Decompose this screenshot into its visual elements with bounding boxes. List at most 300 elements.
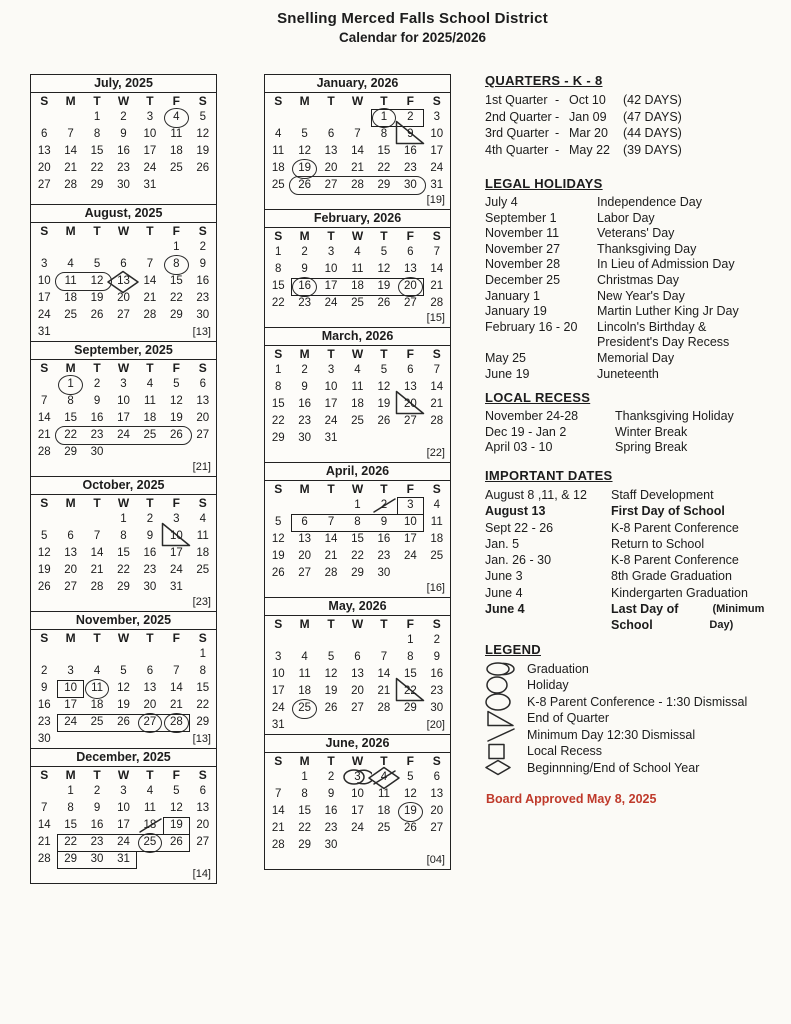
holiday-row: [485, 226, 781, 242]
week-row: [265, 769, 450, 786]
day-cell: [163, 290, 189, 307]
day-cell: [291, 278, 317, 295]
day-cell: [190, 160, 216, 177]
day-number: 1: [93, 111, 101, 123]
week-row: [265, 683, 450, 700]
day-number: 1: [380, 111, 388, 123]
day-number: 9: [407, 128, 414, 140]
empty-cell: [110, 646, 136, 663]
day-cell: [397, 497, 423, 514]
week-row: [31, 579, 216, 596]
day-number: 19: [324, 685, 338, 697]
week-row: [265, 632, 450, 649]
important-date: Jan. 26 - 30: [485, 553, 552, 568]
important-dates-list: [485, 487, 781, 634]
day-number: 19: [377, 280, 391, 292]
day-number: 8: [67, 395, 74, 407]
day-number: 1: [173, 241, 180, 253]
week-row: [31, 393, 216, 410]
day-cell: [110, 851, 136, 868]
day-number: 21: [37, 836, 51, 848]
day-cell: [424, 143, 450, 160]
day-number: 29: [403, 702, 417, 714]
day-number: 21: [377, 685, 391, 697]
legend-label: K-8 Parent Conference - 1:30 Dismissal: [527, 694, 748, 709]
day-cell: [265, 244, 291, 261]
day-cell: [84, 545, 110, 562]
day-cell: [190, 239, 216, 256]
holiday-date: May 25: [485, 350, 526, 365]
day-number: 20: [351, 685, 364, 697]
day-cell: [31, 444, 57, 461]
day-number: 25: [143, 429, 157, 441]
day-cell: [265, 430, 291, 447]
day-number: 6: [354, 651, 361, 663]
day-cell: [371, 126, 397, 143]
weekday-header-row: [31, 630, 216, 646]
day-number: 24: [351, 822, 364, 834]
recess-name: Winter Break: [615, 424, 688, 439]
local-recess-heading: LOCAL RECESS: [485, 390, 591, 406]
day-number: 23: [403, 162, 417, 174]
month-calendar-june-2026: [265, 734, 450, 869]
day-number: 26: [377, 297, 391, 309]
day-cell: [190, 307, 216, 324]
month-calendar-october-2025: [31, 476, 216, 611]
day-number: 30: [403, 179, 417, 191]
weekday-label: S: [198, 496, 207, 510]
day-number: 1: [407, 634, 414, 646]
empty-cell: [371, 632, 397, 649]
day-cell: [344, 497, 370, 514]
day-number: 17: [143, 145, 157, 157]
day-cell: [265, 649, 291, 666]
day-cell: [163, 817, 189, 834]
day-cell: [163, 511, 189, 528]
weekday-label: S: [274, 754, 283, 768]
important-date-row: [485, 520, 781, 536]
empty-cell: [424, 837, 450, 854]
month-title: October, 2025: [31, 477, 216, 495]
empty-cell: [424, 565, 450, 582]
day-number: 18: [143, 819, 157, 831]
day-number: 9: [93, 395, 101, 407]
day-cell: [84, 256, 110, 273]
month-calendar-july-2025: [31, 75, 216, 204]
day-cell: [57, 834, 83, 851]
day-cell: [84, 680, 110, 697]
day-cell: [291, 244, 317, 261]
day-number: 15: [64, 819, 78, 831]
holiday-row: [485, 335, 781, 351]
week-row: [31, 697, 216, 714]
day-cell: [371, 565, 397, 582]
empty-cell: [190, 579, 216, 596]
day-cell: [318, 820, 344, 837]
weekday-label: T: [327, 482, 335, 496]
weekday-label: T: [380, 754, 388, 768]
day-number: 5: [380, 246, 388, 258]
day-count: [16]: [426, 582, 445, 594]
day-cell: [344, 413, 370, 430]
day-cell: [137, 109, 163, 126]
day-number: 7: [275, 788, 282, 800]
day-number: 8: [173, 258, 180, 270]
weekday-label: S: [40, 496, 49, 510]
day-number: 18: [271, 162, 285, 174]
day-number: 27: [324, 179, 338, 191]
day-cell: [318, 531, 344, 548]
day-cell: [371, 261, 397, 278]
week-row: [265, 379, 450, 396]
day-number: 25: [196, 564, 210, 576]
week-row: [31, 160, 216, 177]
day-cell: [163, 256, 189, 273]
quarter-day-count: (39 DAYS): [623, 142, 682, 157]
day-number: 16: [298, 398, 312, 410]
day-cell: [291, 362, 317, 379]
day-cell: [318, 649, 344, 666]
holiday-row: [485, 242, 781, 258]
week-row: [31, 562, 216, 579]
recess-row: [485, 425, 781, 441]
day-number: 25: [271, 179, 285, 191]
quarter-dash: -: [555, 93, 560, 107]
holiday-row: [485, 304, 781, 320]
day-cell: [371, 396, 397, 413]
calendar-column-right: [264, 74, 451, 870]
day-number: 27: [403, 415, 417, 427]
quarter-name: 2nd Quarter: [485, 109, 552, 124]
day-cell: [265, 160, 291, 177]
day-number: 7: [41, 395, 48, 407]
day-number: 15: [351, 533, 364, 545]
day-cell: [265, 548, 291, 565]
holiday-date: June 19: [485, 366, 530, 381]
day-number: 3: [327, 364, 335, 376]
day-cell: [84, 444, 110, 461]
day-number: 16: [196, 275, 210, 287]
day-number: 13: [403, 263, 417, 275]
empty-cell: [137, 731, 163, 748]
month-title: March, 2026: [265, 328, 450, 346]
end-of-quarter-legend-icon: [485, 710, 527, 727]
holiday-name: Lincoln's Birthday &: [597, 319, 707, 334]
day-number: 16: [430, 668, 444, 680]
empty-cell: [84, 511, 110, 528]
day-number: 29: [271, 432, 285, 444]
day-number: 9: [41, 682, 48, 694]
day-number: 28: [64, 179, 78, 191]
day-cell: [190, 126, 216, 143]
weekday-header-row: [265, 346, 450, 362]
day-number: 14: [351, 145, 364, 157]
day-cell: [265, 786, 291, 803]
day-number: 24: [117, 429, 130, 441]
day-number: 26: [196, 162, 210, 174]
day-number: 22: [90, 162, 104, 174]
day-cell: [110, 800, 136, 817]
week-row: [31, 714, 216, 731]
holiday-date: February 16 - 20: [485, 319, 578, 334]
day-cell: [344, 244, 370, 261]
weekday-label: T: [93, 768, 101, 782]
month-title: February, 2026: [265, 210, 450, 228]
important-event: First Day of School: [611, 504, 725, 519]
day-number: 7: [327, 516, 335, 528]
day-number: 18: [298, 685, 312, 697]
important-event: Kindergarten Graduation: [611, 585, 748, 600]
weekday-label: W: [117, 496, 130, 510]
day-number: 7: [433, 246, 440, 258]
day-cell: [424, 514, 450, 531]
day-number: 18: [430, 533, 444, 545]
day-number: 27: [196, 429, 210, 441]
day-number: 15: [377, 145, 391, 157]
empty-cell: [265, 497, 291, 514]
weekday-label: S: [40, 361, 49, 375]
empty-cell: [291, 717, 317, 734]
day-cell: [57, 307, 83, 324]
day-cell: [190, 273, 216, 290]
day-cell: [137, 427, 163, 444]
holiday-legend-icon: [485, 676, 527, 694]
day-number: 20: [143, 699, 157, 711]
day-number: 4: [93, 665, 101, 677]
day-cell: [137, 273, 163, 290]
day-number: 10: [403, 516, 417, 528]
day-cell: [31, 562, 57, 579]
empty-cell: [31, 783, 57, 800]
day-cell: [344, 514, 370, 531]
day-number: 30: [377, 567, 391, 579]
weekday-label: F: [406, 754, 415, 768]
day-number: 14: [430, 263, 444, 275]
day-count-row: [31, 596, 216, 611]
day-number: 23: [196, 292, 210, 304]
holiday-row: [485, 351, 781, 367]
day-number: 19: [169, 412, 183, 424]
empty-cell: [163, 731, 189, 748]
day-number: 30: [37, 733, 51, 745]
day-number: 26: [324, 702, 338, 714]
day-number: 9: [301, 263, 308, 275]
day-cell: [31, 817, 57, 834]
weekday-label: S: [40, 224, 49, 238]
empty-cell: [190, 177, 216, 194]
week-row: [265, 244, 450, 261]
day-number: 26: [169, 836, 183, 848]
day-cell: [137, 545, 163, 562]
day-cell: [110, 528, 136, 545]
day-cell: [397, 820, 423, 837]
weekday-header-row: [31, 223, 216, 239]
empty-cell: [137, 239, 163, 256]
day-cell: [291, 803, 317, 820]
day-cell: [265, 413, 291, 430]
day-number: 14: [324, 533, 338, 545]
recess-row: [485, 409, 781, 425]
day-number: 30: [196, 309, 210, 321]
day-number: 14: [430, 381, 444, 393]
day-cell: [137, 663, 163, 680]
day-cell: [57, 160, 83, 177]
day-number: 21: [271, 822, 285, 834]
weekday-label: F: [172, 496, 181, 510]
day-cell: [291, 430, 317, 447]
day-number: 9: [433, 651, 440, 663]
holiday-date: September 1: [485, 210, 557, 225]
day-number: 3: [120, 378, 127, 390]
day-number: 29: [64, 853, 78, 865]
weekday-label: T: [93, 631, 101, 645]
day-number: 7: [433, 364, 440, 376]
day-cell: [163, 697, 189, 714]
day-number: 1: [199, 648, 206, 660]
day-number: 4: [67, 258, 74, 270]
day-number: 12: [324, 668, 338, 680]
graduation-legend-icon: [485, 661, 527, 677]
day-cell: [318, 261, 344, 278]
day-number: 18: [196, 547, 210, 559]
day-number: 20: [196, 819, 210, 831]
day-number: 20: [37, 162, 51, 174]
day-cell: [137, 177, 163, 194]
day-cell: [163, 126, 189, 143]
day-cell: [57, 697, 83, 714]
day-number: 9: [327, 788, 335, 800]
day-cell: [110, 109, 136, 126]
important-date: Jan. 5: [485, 536, 520, 551]
day-cell: [397, 109, 423, 126]
holiday-date: November 28: [485, 257, 561, 272]
weekday-label: T: [380, 482, 388, 496]
week-row: [31, 143, 216, 160]
day-number: 20: [196, 412, 210, 424]
important-event: Staff Development: [611, 487, 714, 502]
week-row: [31, 731, 216, 748]
day-number: 4: [354, 246, 361, 258]
day-number: 21: [324, 550, 338, 562]
empty-cell: [318, 497, 344, 514]
day-number: 5: [407, 771, 414, 783]
day-cell: [371, 820, 397, 837]
day-cell: [371, 413, 397, 430]
day-cell: [318, 803, 344, 820]
empty-cell: [137, 444, 163, 461]
recess-date: Dec 19 - Jan 2: [485, 424, 567, 439]
week-row: [265, 109, 450, 126]
day-number: 25: [430, 550, 444, 562]
weekday-header-row: [265, 93, 450, 109]
day-number: 10: [143, 128, 157, 140]
important-date: June 4: [485, 601, 525, 616]
day-cell: [190, 290, 216, 307]
important-date: August 13: [485, 504, 546, 519]
day-number: 22: [117, 564, 130, 576]
holiday-name: President's Day Recess: [597, 335, 730, 350]
day-number: 3: [146, 111, 154, 123]
day-cell: [291, 683, 317, 700]
month-title: September, 2025: [31, 342, 216, 360]
day-cell: [371, 666, 397, 683]
day-cell: [318, 143, 344, 160]
day-cell: [163, 273, 189, 290]
day-number: 12: [90, 275, 104, 287]
important-date-row: [485, 503, 781, 519]
day-number: 2: [93, 378, 101, 390]
title-block: [230, 10, 595, 45]
day-cell: [31, 324, 57, 341]
week-row: [31, 834, 216, 851]
day-number: 29: [196, 716, 210, 728]
day-number: 9: [93, 802, 101, 814]
day-cell: [137, 714, 163, 731]
empty-cell: [163, 444, 189, 461]
day-number: 4: [433, 499, 440, 511]
important-event: 8th Grade Graduation: [611, 569, 732, 584]
day-cell: [397, 177, 423, 194]
day-cell: [31, 177, 57, 194]
day-number: 15: [196, 682, 210, 694]
weekday-label: T: [327, 754, 335, 768]
day-number: 26: [298, 179, 312, 191]
week-row: [265, 413, 450, 430]
day-number: 31: [143, 179, 157, 191]
day-number: 22: [271, 297, 285, 309]
day-count: [13]: [192, 733, 211, 745]
day-number: 16: [37, 699, 51, 711]
weekday-label: T: [327, 617, 335, 631]
day-cell: [110, 817, 136, 834]
day-cell: [31, 663, 57, 680]
day-cell: [424, 126, 450, 143]
month-bottom-padding: [31, 194, 216, 204]
day-cell: [31, 307, 57, 324]
weekday-label: M: [299, 482, 310, 496]
minimum-day-legend-icon: [485, 727, 527, 743]
day-number: 29: [169, 309, 183, 321]
weekday-label: T: [380, 229, 388, 243]
day-number: 3: [67, 665, 74, 677]
empty-cell: [84, 324, 110, 341]
day-number: 17: [403, 533, 417, 545]
day-cell: [291, 379, 317, 396]
holiday-name: Independence Day: [597, 195, 702, 209]
day-cell: [371, 295, 397, 312]
day-cell: [190, 109, 216, 126]
day-cell: [318, 430, 344, 447]
day-number: 17: [351, 805, 364, 817]
day-cell: [424, 177, 450, 194]
month-title: November, 2025: [31, 612, 216, 630]
day-number: 22: [403, 685, 417, 697]
recess-name: Spring Break: [615, 440, 688, 455]
day-number: 10: [271, 668, 285, 680]
day-number: 26: [117, 716, 130, 728]
month-title: December, 2025: [31, 749, 216, 767]
week-row: [265, 126, 450, 143]
day-number: 12: [377, 381, 391, 393]
important-date: August 8 ,11, & 12: [485, 487, 587, 502]
empty-cell: [190, 444, 216, 461]
day-cell: [137, 579, 163, 596]
day-number: 17: [37, 292, 51, 304]
empty-cell: [110, 444, 136, 461]
day-number: 12: [37, 547, 51, 559]
day-cell: [163, 663, 189, 680]
quarter-day-count: (44 DAYS): [623, 126, 682, 140]
